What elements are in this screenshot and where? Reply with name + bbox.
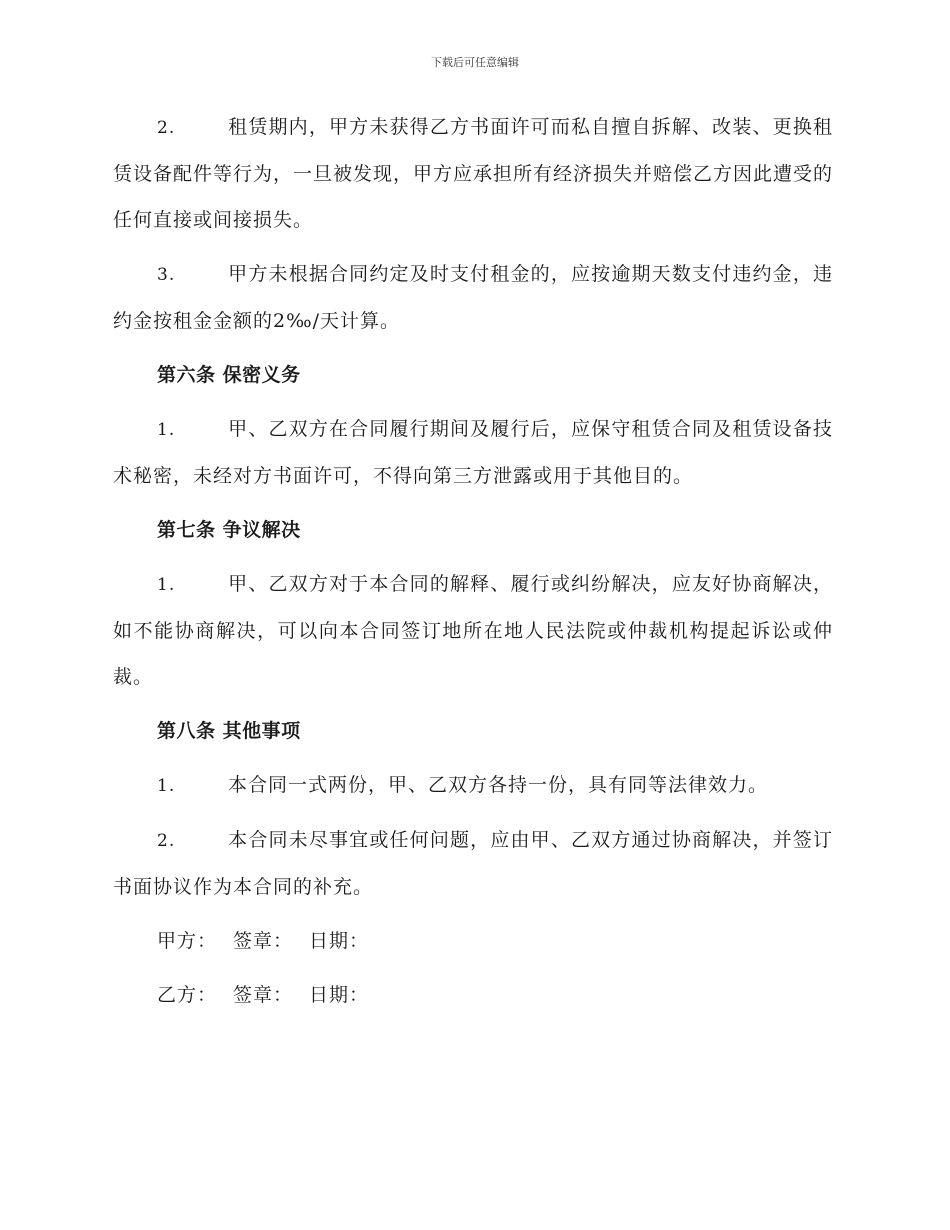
section-heading-7: 第七条 争议解决 bbox=[157, 519, 301, 541]
clause-number: 1. bbox=[157, 420, 176, 440]
party-b-seal-label: 签章： bbox=[233, 984, 294, 1006]
clause-number: 3. bbox=[157, 265, 176, 285]
clause-number: 2. bbox=[157, 831, 176, 851]
clause-number: 1. bbox=[157, 575, 176, 595]
party-b-label: 乙方： bbox=[157, 984, 218, 1006]
party-b-date-label: 日期： bbox=[309, 984, 370, 1006]
clause-7-1 bbox=[113, 561, 833, 700]
page-header: 下载后可任意编辑 bbox=[431, 56, 519, 69]
clause-text: 甲、乙双方对于本合同的解释、履行或纠纷解决，应友好协商解决，如不能协商解决，可以向本合同签订地所在地人民法院或仲裁机构提起诉讼或仲裁。 bbox=[113, 573, 833, 688]
clause-text: 甲、乙双方在合同履行期间及履行后，应保守租赁合同及租赁设备技术秘密，未经对方书面许可，不得向第三方泄露或用于其他目的。 bbox=[113, 418, 833, 487]
clause-text: 甲方未根据合同约定及时支付租金的，应按逾期天数支付违约金，违约金按租金金额的2‰/天计算。 bbox=[113, 263, 833, 332]
signature-line-party-a bbox=[113, 918, 833, 964]
clause-8-2 bbox=[113, 817, 833, 910]
clause-number: 1. bbox=[157, 776, 176, 796]
clause-number: 2. bbox=[157, 118, 176, 138]
party-a-label: 甲方： bbox=[157, 930, 218, 952]
clause-8-1 bbox=[113, 762, 833, 809]
clause-5-2 bbox=[113, 104, 833, 243]
clause-text: 本合同一式两份，甲、乙双方各持一份，具有同等法律效力。 bbox=[228, 774, 769, 796]
party-a-seal-label: 签章： bbox=[233, 930, 294, 952]
clause-5-3 bbox=[113, 251, 833, 344]
section-heading-8: 第八条 其他事项 bbox=[157, 720, 301, 742]
document-body bbox=[113, 104, 833, 1018]
signature-line-party-b bbox=[113, 972, 833, 1018]
clause-text: 本合同未尽事宜或任何问题，应由甲、乙双方通过协商解决，并签订书面协议作为本合同的补充。 bbox=[113, 829, 833, 898]
section-heading-6: 第六条 保密义务 bbox=[157, 364, 301, 386]
clause-text: 租赁期内，甲方未获得乙方书面许可而私自擅自拆解、改装、更换租赁设备配件等行为，一旦被发现，甲方应承担所有经济损失并赔偿乙方因此遭受的任何直接或间接损失。 bbox=[113, 116, 834, 231]
party-a-date-label: 日期： bbox=[309, 930, 370, 952]
clause-6-1 bbox=[113, 406, 833, 499]
